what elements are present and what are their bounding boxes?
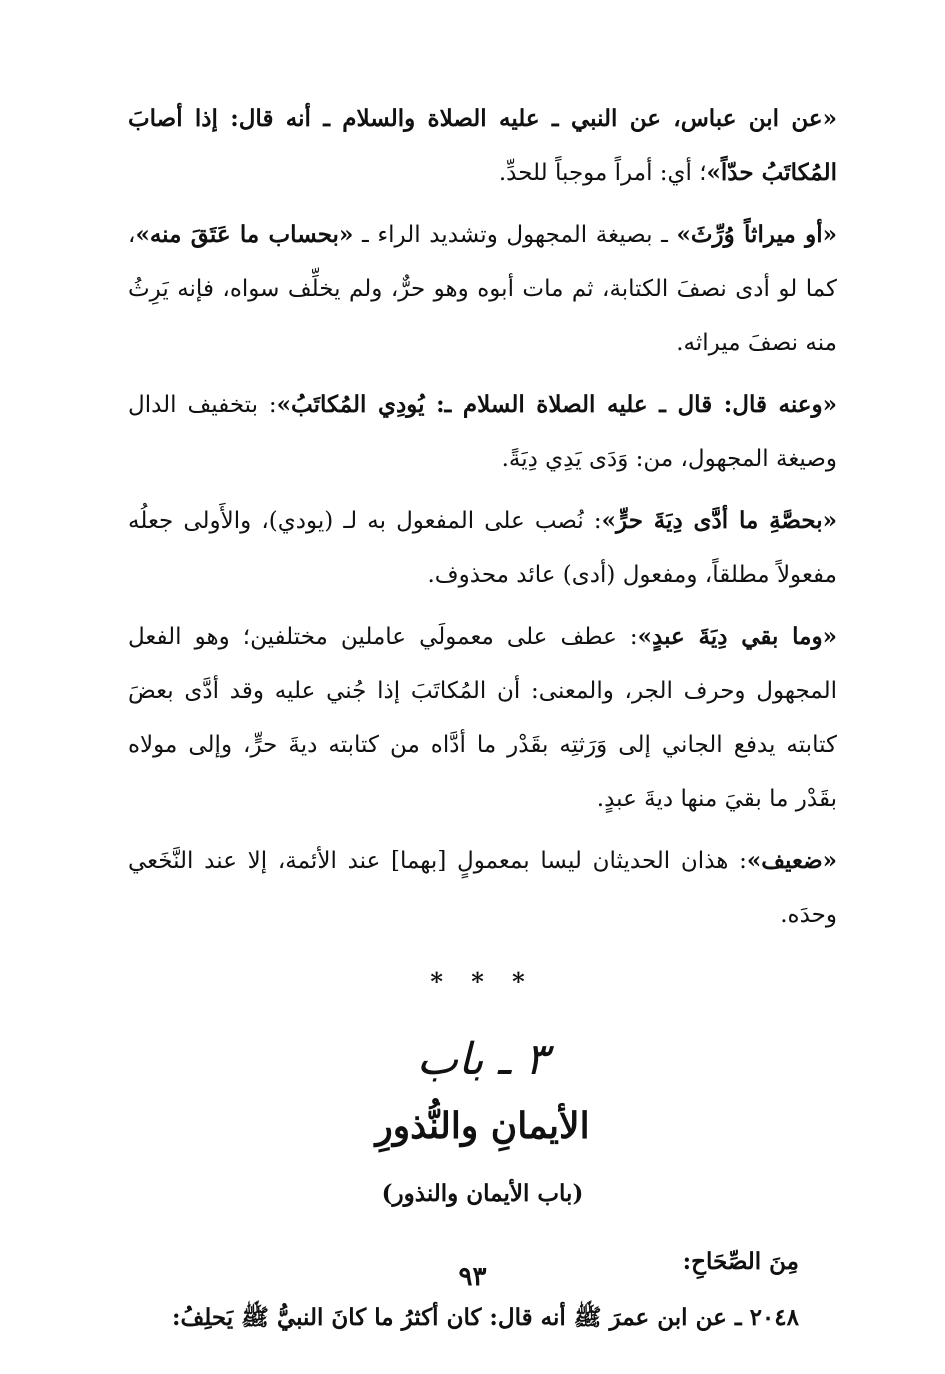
- commentary-paragraph-2: [128, 208, 837, 370]
- explanation-text: : عطف على معمولَي عاملين مختلفين؛ وهو الفعل المجهول وحرف الجر، والمعنى: أن المُكاتَبَ إذا جُني عليه وقد أدَّى بعضَ كتابته يدفع الجاني إلى وَرَثتِه بقَدْر ما أدَّاه من كتابته ديةَ حرٍّ، وإلى مولاه بقَدْر ما بقيَ منها ديةَ عبدٍ.: [128, 624, 837, 812]
- chapter-number: ٣ ـ باب: [416, 1034, 549, 1085]
- commentary-paragraph-1: [128, 92, 837, 200]
- quoted-text: «وعنه قال: قال ـ عليه الصلاة السلام ـ: يُودِي المُكاتَبُ»: [276, 391, 838, 418]
- quoted-text: «ضعيف»: [746, 847, 837, 874]
- explanation-text: ؛ أي: أمراً موجباً للحدِّ.: [498, 160, 707, 186]
- page-number: ٩٣: [458, 1262, 487, 1292]
- quoted-text: «عن ابن عباس، عن النبي ـ عليه الصلاة والسلام ـ أنه قال: إذا أصابَ المُكاتَبُ حدّاً»: [128, 105, 837, 186]
- quoted-text: «بحساب ما عَتَقَ منه»: [135, 221, 354, 248]
- explanation-text: ـ بصيغة المجهول وتشديد الراء ـ: [353, 222, 677, 248]
- explanation-text: ، كما لو أدى نصفَ الكتابة، ثم مات أبوه وهو حرٌّ، ولم يخلِّف سواه، فإنه يَرِثُ منه نصفَ ميراثه.: [128, 222, 837, 356]
- chapter-title: الأيمانِ والنُّذورِ: [375, 1105, 590, 1147]
- explanation-text: : هذان الحديثان ليسا بمعمولٍ [بهما] عند الأئمة، إلا عند النَّخَعي وحدَه.: [128, 848, 837, 928]
- explanation-text: : نُصب على المفعول به لـ (يودي)، والأَولى جعلُه مفعولاً مطلقاً، ومفعول (أدى) عائد محذوف.: [128, 508, 837, 588]
- section-separator: * * *: [430, 967, 535, 996]
- explanation-text: : بتخفيف الدال وصيغة المجهول، من: وَدَى يَدِي دِيَةً.: [128, 392, 837, 472]
- commentary-paragraph-3: [128, 378, 837, 486]
- commentary-paragraph-6: [128, 834, 837, 942]
- quoted-text: «وما بقي دِيَةَ عبدٍ»: [637, 623, 837, 650]
- commentary-paragraph-5: [128, 610, 837, 826]
- hadith-line: ٢٠٤٨ ـ عن ابن عمرَ ﷺ أنه قال: كان أكثرُ ما كانَ النبيُّ ﷺ يَحلِفُ:: [171, 1304, 799, 1331]
- commentary-paragraph-4: [128, 494, 837, 602]
- section-label: مِنَ الصِّحَاحِ:: [682, 1248, 799, 1275]
- chapter-subtitle: (باب الأيمان والنذور): [381, 1180, 584, 1207]
- quoted-text: «بحصَّةِ ما أدَّى دِيَةَ حرٍّ»: [601, 507, 837, 534]
- quoted-text: «أو ميراثاً وُرِّثَ»: [676, 221, 837, 248]
